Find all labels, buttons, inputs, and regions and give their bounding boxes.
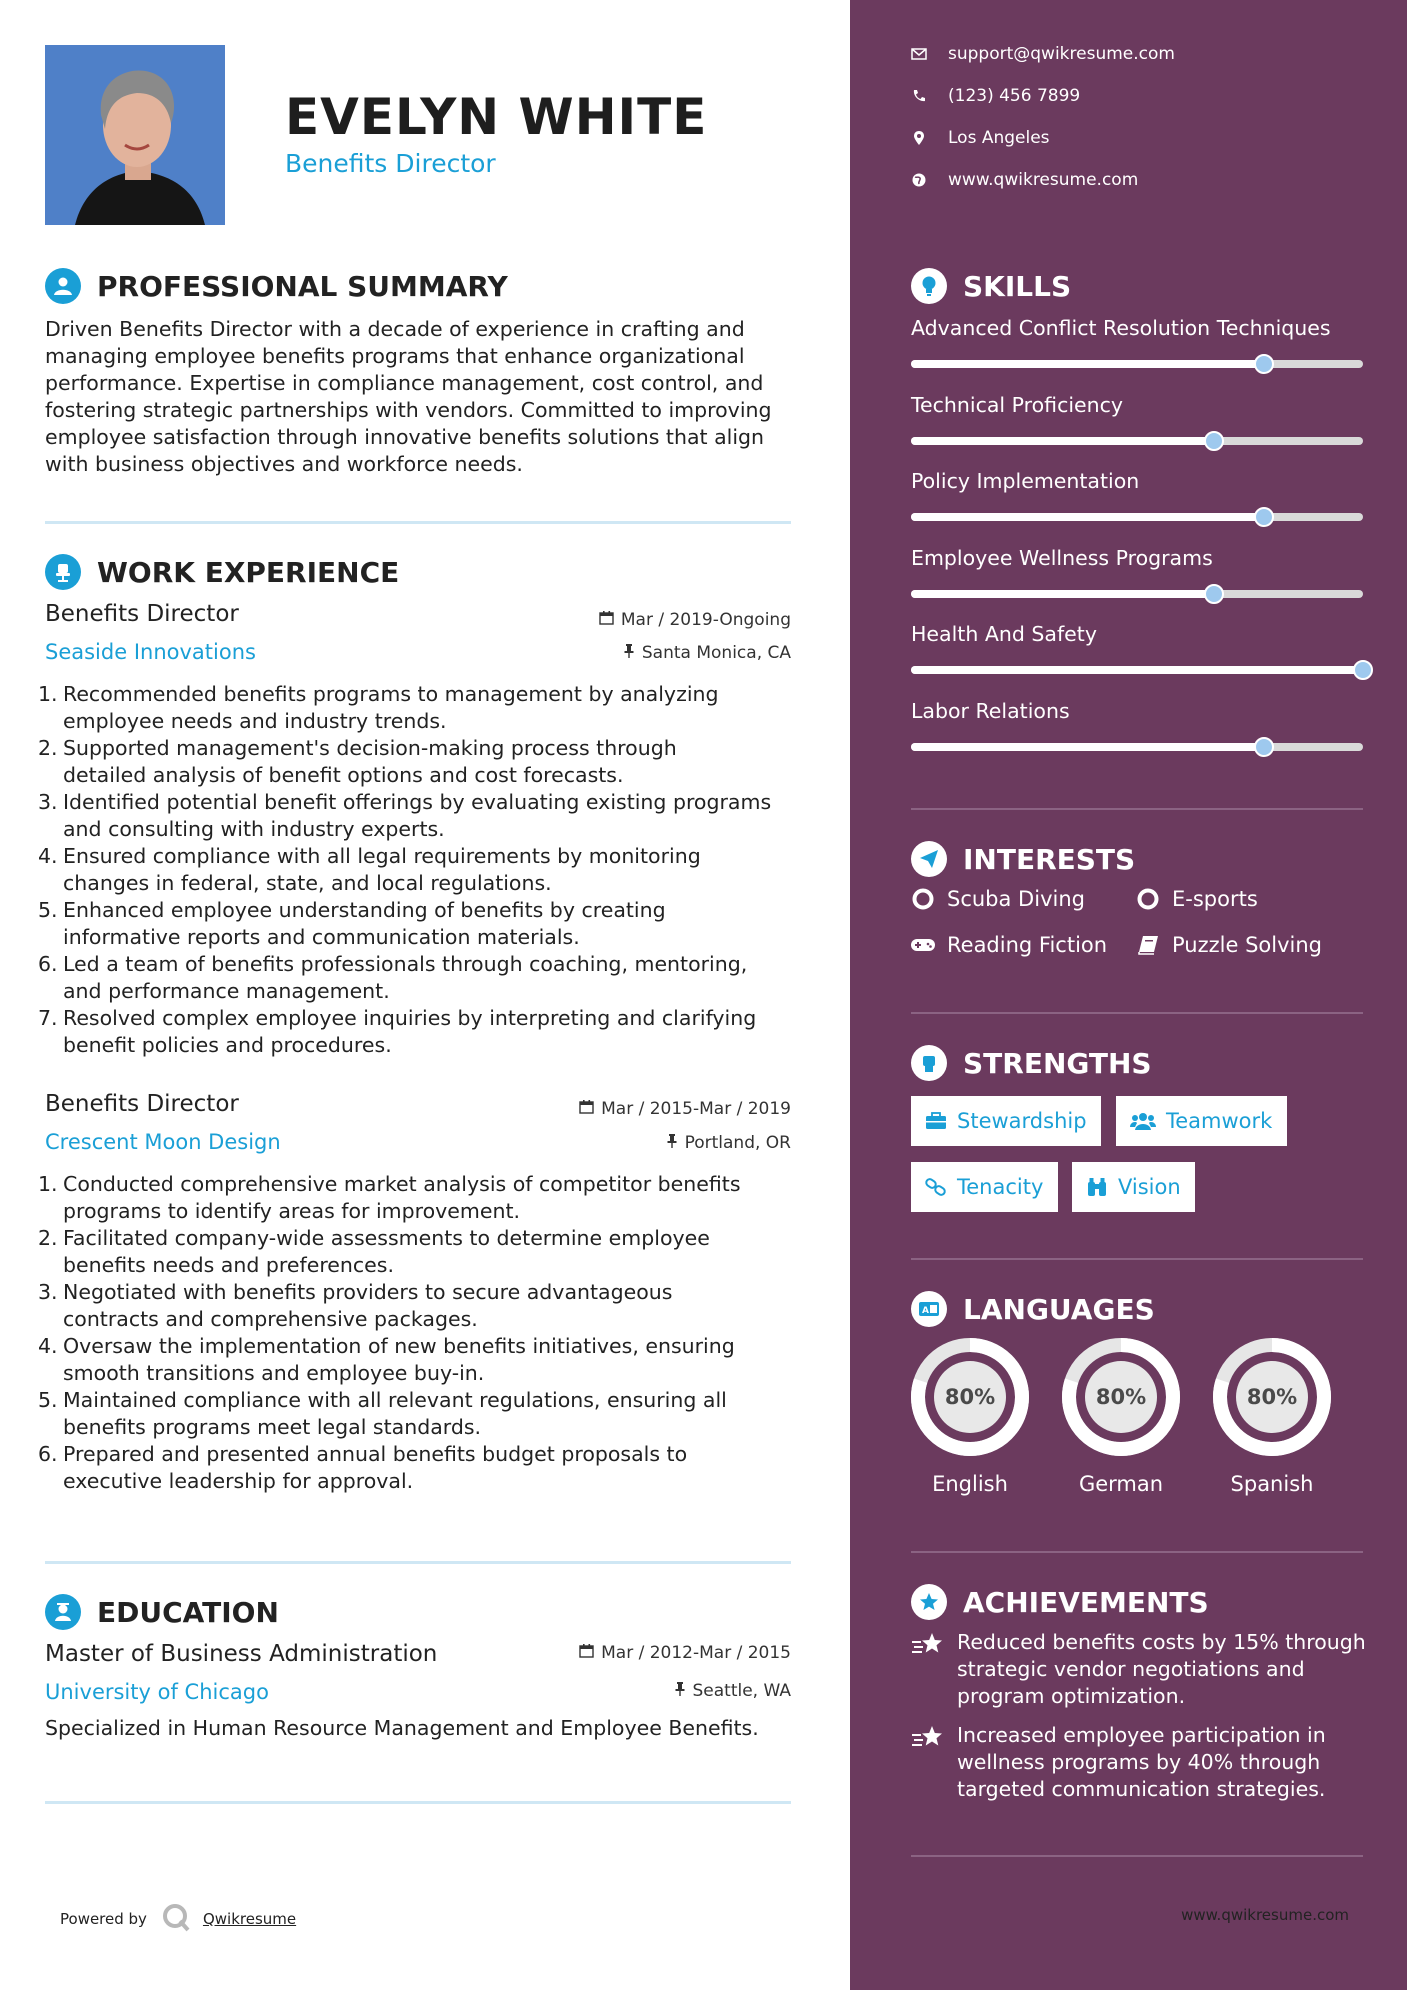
skill-label: Technical Proficiency (911, 392, 1124, 417)
section-divider (911, 1855, 1363, 1857)
skill-slider-handle (1204, 584, 1224, 604)
interest-item: Reading Fiction (909, 933, 1107, 957)
gamepad-icon (909, 937, 937, 953)
interest-item: E-sports (1134, 887, 1258, 911)
skill-bar-fill (911, 590, 1214, 598)
phone-icon (910, 89, 928, 103)
section-divider (911, 1551, 1363, 1553)
contact-website: www.qwikresume.com (910, 170, 1138, 190)
skill-label: Labor Relations (911, 698, 1070, 723)
duty-item: 1. Recommended benefits programs to management by analyzing employee needs and industry trends. (38, 682, 719, 733)
section-divider (911, 1012, 1363, 1014)
skill-slider-handle (1254, 354, 1274, 374)
strengths-heading: STRENGTHS (963, 1046, 1152, 1080)
skill-label: Policy Implementation (911, 469, 1140, 493)
interests-header (911, 841, 1135, 877)
chair-icon (45, 554, 81, 590)
contact-email: support@qwikresume.com (910, 44, 1175, 64)
section-divider (911, 808, 1363, 810)
experience-header (45, 554, 399, 590)
skill-bar (911, 590, 1363, 598)
duty-item: 5. Maintained compliance with all relevant regulations, ensuring all benefits programs meet legal standards. (38, 1388, 727, 1439)
translate-icon (911, 1291, 947, 1327)
calendar-icon (579, 1099, 594, 1119)
languages-heading: LANGUAGES (963, 1292, 1155, 1326)
duty-item: 2. Supported management's decision-making process through detailed analysis of benefit options and cost forecasts. (38, 736, 677, 787)
candidate-title: Benefits Director (285, 149, 496, 178)
job-location: Santa Monica, CA (623, 643, 791, 663)
skill-bar-fill (911, 513, 1264, 521)
contact-phone: (123) 456 7899 (910, 86, 1080, 106)
section-divider (45, 1801, 791, 1804)
duty-item: 7. Resolved complex employee inquiries by interpreting and clarifying benefit policies and procedures. (38, 1006, 757, 1057)
skill-slider-handle (1254, 737, 1274, 757)
pin-icon (623, 643, 635, 663)
section-divider (45, 521, 791, 524)
summary-heading: PROFESSIONAL SUMMARY (97, 269, 508, 303)
duty-item: 4. Ensured compliance with all legal requirements by monitoring changes in federal, state, and local regulations. (38, 844, 701, 895)
skill-bar (911, 743, 1363, 751)
skill-bar-fill (911, 360, 1264, 368)
education-dates: Mar / 2012-Mar / 2015 (579, 1643, 791, 1663)
briefcase-icon (925, 1112, 947, 1130)
qwikresume-logo-icon (161, 1902, 191, 1936)
education-description: Specialized in Human Resource Management and Employee Benefits. (45, 1716, 759, 1740)
contact-location: Los Angeles (910, 128, 1050, 148)
lifebuoy-icon (1134, 888, 1162, 910)
skills-heading: SKILLS (963, 269, 1072, 303)
skill-bar (911, 666, 1363, 674)
interest-item: Scuba Diving (909, 887, 1085, 911)
language-percent: 80% (1095, 1385, 1147, 1409)
duty-item: 4. Oversaw the implementation of new benefits initiatives, ensuring smooth transitions and employee buy-in. (38, 1334, 735, 1385)
calendar-icon (599, 610, 614, 630)
skill-label: Health And Safety (911, 622, 1097, 646)
strength-badge: Tenacity (911, 1162, 1058, 1212)
footer-website: www.qwikresume.com (1181, 1906, 1349, 1924)
shooting-star-icon (911, 1629, 945, 1710)
language-progress-ring (1211, 1336, 1333, 1462)
lifebuoy-icon (909, 888, 937, 910)
strength-badge: Vision (1072, 1162, 1195, 1212)
skill-bar (911, 360, 1363, 368)
job-dates: Mar / 2019-Ongoing (599, 610, 791, 630)
skill-bar (911, 437, 1363, 445)
shooting-star-icon (911, 1722, 945, 1803)
duty-item: 3. Negotiated with benefits providers to secure advantageous contracts and comprehensive packages. (38, 1280, 673, 1331)
job-location: Portland, OR (666, 1133, 791, 1153)
book-icon (1134, 935, 1162, 955)
strength-badge: Stewardship (911, 1096, 1101, 1146)
link-icon (925, 1177, 947, 1197)
language-name: Spanish (1230, 1472, 1314, 1496)
experience-heading: WORK EXPERIENCE (97, 555, 400, 589)
summary-header (45, 268, 508, 304)
skill-bar-fill (911, 437, 1214, 445)
job-title: Benefits Director (45, 601, 239, 627)
duty-item: 1. Conducted comprehensive market analysis of competitor benefits programs to identify areas for improvement. (38, 1172, 741, 1223)
paper-plane-icon (911, 841, 947, 877)
language-percent: 80% (1246, 1385, 1298, 1409)
qwikresume-link[interactable]: Qwikresume (202, 1910, 297, 1928)
section-divider (45, 1561, 791, 1564)
fist-icon (911, 1045, 947, 1081)
job-title: Benefits Director (45, 1091, 239, 1117)
duty-item: 3. Identified potential benefit offerings by evaluating existing programs and consulting with industry experts. (38, 790, 772, 841)
job-duties (38, 681, 798, 1059)
duty-item: 6. Led a team of benefits professionals through coaching, mentoring, and performance management. (38, 952, 748, 1003)
user-icon (45, 268, 81, 304)
skill-slider-handle (1353, 660, 1373, 680)
education-heading: EDUCATION (97, 1595, 279, 1629)
achievements-heading: ACHIEVEMENTS (963, 1585, 1209, 1619)
calendar-icon (579, 1643, 594, 1663)
envelope-icon (910, 48, 928, 60)
section-divider (911, 1258, 1363, 1260)
language-percent: 80% (944, 1385, 996, 1409)
language-progress-ring (909, 1336, 1031, 1462)
languages-header (911, 1291, 1155, 1327)
job-dates: Mar / 2015-Mar / 2019 (579, 1099, 791, 1119)
svg-text:A: A (922, 1306, 929, 1316)
job-duties (38, 1171, 798, 1495)
skill-slider-handle (1204, 431, 1224, 451)
powered-by: Powered by Qwikresume (60, 1902, 296, 1936)
interest-item: Puzzle Solving (1134, 933, 1322, 957)
achievements-header (911, 1584, 1209, 1620)
summary-text: Driven Benefits Director with a decade of experience in crafting and managing employee benefits programs that enhance organizational performance. Expertise in compliance management, cost control, and fostering strategic partnerships with vendors. Committed to improving employee satisfaction through innovative benefits solutions that align with business objectives and workforce needs. (45, 317, 772, 476)
map-pin-icon (910, 131, 928, 145)
duty-item: 5. Enhanced employee understanding of benefits by creating informative reports and communication materials. (38, 898, 666, 949)
education-location: Seattle, WA (674, 1681, 792, 1701)
language-name: English (932, 1472, 1008, 1496)
skill-label: Employee Wellness Programs (911, 545, 1213, 570)
graduate-icon (45, 1594, 81, 1630)
profile-photo (45, 45, 225, 225)
language-progress-ring (1060, 1336, 1182, 1462)
duty-item: 2. Facilitated company-wide assessments to determine employee benefits needs and preferences. (38, 1226, 710, 1277)
skill-label: Advanced Conflict Resolution Techniques (911, 316, 1331, 340)
globe-icon (910, 173, 928, 187)
degree-title: Master of Business Administration (45, 1641, 438, 1667)
binoculars-icon (1086, 1177, 1108, 1197)
pin-icon (674, 1681, 686, 1701)
duty-item: 6. Prepared and presented annual benefits budget proposals to executive leadership for approval. (38, 1442, 688, 1493)
school-name: University of Chicago (45, 1680, 269, 1704)
users-icon (1130, 1111, 1156, 1131)
skills-header (911, 268, 1071, 304)
achievement-item: Reduced benefits costs by 15% through strategic vendor negotiations and program optimization. (911, 1629, 1366, 1710)
pin-icon (666, 1133, 678, 1153)
company-name: Seaside Innovations (45, 640, 256, 664)
strength-badge: Teamwork (1116, 1096, 1287, 1146)
achievement-item: Increased employee participation in wellness programs by 40% through targeted communication strategies. (911, 1722, 1326, 1803)
skill-bar-fill (911, 666, 1363, 674)
interests-heading: INTERESTS (963, 842, 1136, 876)
candidate-name: EVELYN WHITE (285, 88, 708, 146)
star-badge-icon (911, 1584, 947, 1620)
company-name: Crescent Moon Design (45, 1130, 281, 1154)
skill-slider-handle (1254, 507, 1274, 527)
strengths-header (911, 1045, 1152, 1081)
skill-bar (911, 513, 1363, 521)
language-name: German (1078, 1472, 1164, 1496)
education-header (45, 1594, 279, 1630)
lightbulb-icon (911, 268, 947, 304)
skill-bar-fill (911, 743, 1264, 751)
